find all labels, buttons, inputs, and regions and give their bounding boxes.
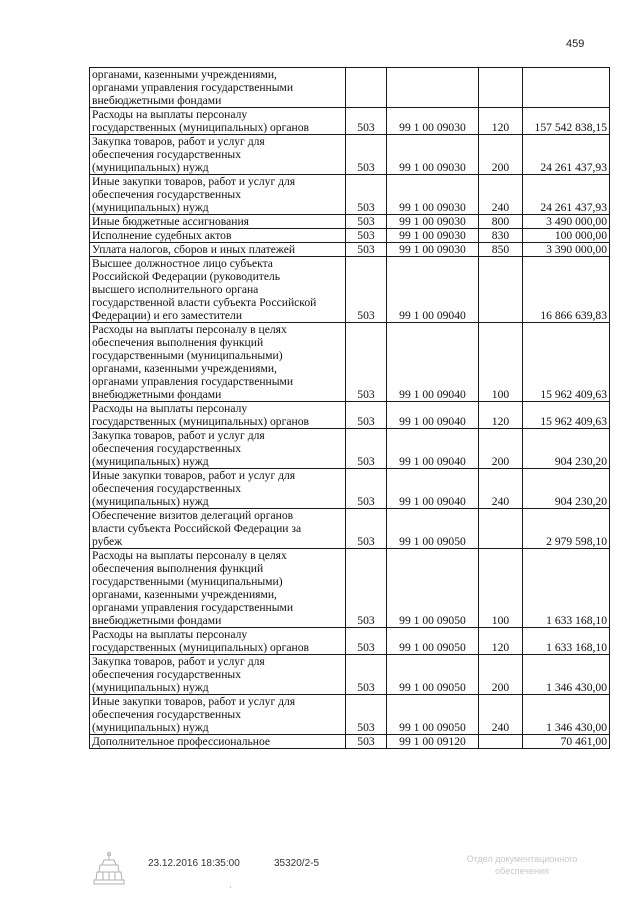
target-code-cell: 99 1 00 09030 xyxy=(387,175,479,215)
expense-name-line: Уплата налогов, сборов и иных платежей xyxy=(92,243,296,256)
amount-cell: 15 962 409,63 xyxy=(523,323,610,402)
table-row xyxy=(90,68,610,108)
table-row xyxy=(90,549,610,628)
table-row xyxy=(90,402,610,429)
section-cell xyxy=(346,68,387,108)
expense-name-cell xyxy=(90,469,346,509)
target-code-cell: 99 1 00 09050 xyxy=(387,695,479,735)
expense-name-line: Иные закупки товаров, работ и услуг для xyxy=(92,469,296,482)
expense-name-line: Исполнение судебных актов xyxy=(92,229,232,242)
table-row xyxy=(90,429,610,469)
target-code-cell: 99 1 00 09030 xyxy=(387,243,479,257)
expense-type-cell: 100 xyxy=(479,549,523,628)
expense-name-cell xyxy=(90,402,346,429)
target-code-cell: 99 1 00 09040 xyxy=(387,323,479,402)
table-row xyxy=(90,469,610,509)
target-code-cell: 99 1 00 09030 xyxy=(387,215,479,229)
table-row xyxy=(90,695,610,735)
section-cell: 503 xyxy=(346,108,387,135)
expense-name-line: государственных (муниципальных) органов xyxy=(92,415,309,428)
expense-name-cell xyxy=(90,68,346,108)
target-code-cell: 99 1 00 09030 xyxy=(387,108,479,135)
expense-name-cell xyxy=(90,323,346,402)
section-cell: 503 xyxy=(346,735,387,749)
expense-name-line: Закупка товаров, работ и услуг для xyxy=(92,655,265,668)
target-code-cell: 99 1 00 09120 xyxy=(387,735,479,749)
expense-name-line: обеспечения государственных xyxy=(92,482,242,495)
target-code-cell: 99 1 00 09040 xyxy=(387,469,479,509)
expense-name-line: (муниципальных) нужд xyxy=(92,495,209,508)
section-cell: 503 xyxy=(346,695,387,735)
expense-name-line: обеспечения государственных xyxy=(92,442,242,455)
expense-name-line: государственными (муниципальными) xyxy=(92,349,283,362)
expense-name-cell xyxy=(90,135,346,175)
amount-cell: 24 261 437,93 xyxy=(523,175,610,215)
target-code-cell: 99 1 00 09050 xyxy=(387,549,479,628)
expense-name-cell xyxy=(90,108,346,135)
amount-cell: 3 390 000,00 xyxy=(523,243,610,257)
expense-name-cell xyxy=(90,655,346,695)
expense-type-cell xyxy=(479,509,523,549)
expense-name-line: Расходы на выплаты персоналу xyxy=(92,402,248,415)
expense-name-line: обеспечения государственных xyxy=(92,188,242,201)
section-cell: 503 xyxy=(346,628,387,655)
expense-name-line: внебюджетными фондами xyxy=(92,614,222,627)
expense-name-line: органами, казенными учреждениями, xyxy=(92,588,277,601)
expense-name-line: рубеж xyxy=(92,535,123,548)
amount-cell: 1 633 168,10 xyxy=(523,549,610,628)
table-row xyxy=(90,215,610,229)
expense-name-line: обеспечения государственных xyxy=(92,148,242,161)
expense-type-cell: 200 xyxy=(479,655,523,695)
section-cell: 503 xyxy=(346,402,387,429)
expense-name-line: высшего исполнительного органа xyxy=(92,283,259,296)
scan-mark: · xyxy=(229,883,232,892)
section-cell: 503 xyxy=(346,655,387,695)
table-row xyxy=(90,243,610,257)
expense-name-line: Дополнительное профессиональное xyxy=(92,735,271,748)
amount-cell: 157 542 838,15 xyxy=(523,108,610,135)
amount-cell: 15 962 409,63 xyxy=(523,402,610,429)
expense-name-line: Иные закупки товаров, работ и услуг для xyxy=(92,175,296,188)
expense-name-line: органами управления государственными xyxy=(92,601,294,614)
expense-name-cell xyxy=(90,628,346,655)
expense-name-cell xyxy=(90,243,346,257)
target-code-cell: 99 1 00 09050 xyxy=(387,628,479,655)
expense-name-line: (муниципальных) нужд xyxy=(92,455,209,468)
target-code-cell xyxy=(387,68,479,108)
expense-name-cell xyxy=(90,429,346,469)
footer-document-number: 35320/2-5 xyxy=(274,858,320,869)
table-row xyxy=(90,175,610,215)
expense-name-line: Расходы на выплаты персоналу в целях xyxy=(92,549,287,562)
expense-name-line: (муниципальных) нужд xyxy=(92,681,209,694)
table-row xyxy=(90,108,610,135)
expense-name-cell xyxy=(90,509,346,549)
expense-type-cell: 240 xyxy=(479,175,523,215)
expense-name-line: Обеспечение визитов делегаций органов xyxy=(92,509,294,522)
expense-name-line: государственной власти субъекта Российской xyxy=(92,296,317,309)
section-cell: 503 xyxy=(346,175,387,215)
amount-cell xyxy=(523,68,610,108)
section-cell: 503 xyxy=(346,469,387,509)
amount-cell: 904 230,20 xyxy=(523,429,610,469)
watermark xyxy=(447,853,597,877)
expense-name-line: государственных (муниципальных) органов xyxy=(92,641,309,654)
expense-name-cell xyxy=(90,695,346,735)
target-code-cell: 99 1 00 09030 xyxy=(387,135,479,175)
expense-type-cell: 100 xyxy=(479,323,523,402)
page-number: 459 xyxy=(566,38,585,50)
expense-name-cell xyxy=(90,257,346,323)
expense-type-cell: 200 xyxy=(479,135,523,175)
expense-name-line: Федерации) и его заместители xyxy=(92,309,243,322)
table-row xyxy=(90,323,610,402)
section-cell: 503 xyxy=(346,509,387,549)
expense-name-line: обеспечения выполнения функций xyxy=(92,562,264,575)
expense-name-line: обеспечения государственных xyxy=(92,668,242,681)
expense-name-line: органами управления государственными xyxy=(92,375,294,388)
table-row xyxy=(90,509,610,549)
expense-name-line: Закупка товаров, работ и услуг для xyxy=(92,135,265,148)
table-row xyxy=(90,229,610,243)
expense-name-line: Высшее должностное лицо субъекта xyxy=(92,257,273,270)
target-code-cell: 99 1 00 09040 xyxy=(387,402,479,429)
expense-name-line: органами, казенными учреждениями, xyxy=(92,362,277,375)
footer-date: 23.12.2016 18:35:00 xyxy=(148,858,240,869)
target-code-cell: 99 1 00 09040 xyxy=(387,429,479,469)
amount-cell: 1 633 168,10 xyxy=(523,628,610,655)
amount-cell: 16 866 639,83 xyxy=(523,257,610,323)
expense-name-line: внебюджетными фондами xyxy=(92,94,222,107)
expense-type-cell: 120 xyxy=(479,108,523,135)
target-code-cell: 99 1 00 09030 xyxy=(387,229,479,243)
section-cell: 503 xyxy=(346,243,387,257)
expense-name-line: органами, казенными учреждениями, xyxy=(92,68,277,81)
expense-type-cell xyxy=(479,257,523,323)
expense-name-line: органами управления государственными xyxy=(92,81,294,94)
amount-cell: 1 346 430,00 xyxy=(523,655,610,695)
section-cell: 503 xyxy=(346,549,387,628)
amount-cell: 100 000,00 xyxy=(523,229,610,243)
watermark-line: обеспечения xyxy=(495,866,549,876)
expense-name-line: Иные бюджетные ассигнования xyxy=(92,215,249,228)
expense-type-cell: 850 xyxy=(479,243,523,257)
amount-cell: 70 461,00 xyxy=(523,735,610,749)
table-row xyxy=(90,628,610,655)
expense-type-cell: 120 xyxy=(479,402,523,429)
expense-type-cell: 200 xyxy=(479,429,523,469)
target-code-cell: 99 1 00 09050 xyxy=(387,509,479,549)
expense-name-line: Расходы на выплаты персоналу в целях xyxy=(92,323,287,336)
expense-name-line: государственными (муниципальными) xyxy=(92,575,283,588)
expense-name-line: (муниципальных) нужд xyxy=(92,201,209,214)
expense-type-cell xyxy=(479,68,523,108)
expense-name-line: власти субъекта Российской Федерации за xyxy=(92,522,302,535)
expense-type-cell: 800 xyxy=(479,215,523,229)
expense-name-line: (муниципальных) нужд xyxy=(92,721,209,734)
expense-type-cell: 830 xyxy=(479,229,523,243)
crest-icon xyxy=(92,851,126,887)
expense-name-line: Закупка товаров, работ и услуг для xyxy=(92,429,265,442)
section-cell: 503 xyxy=(346,257,387,323)
expense-name-cell xyxy=(90,229,346,243)
table-row xyxy=(90,257,610,323)
amount-cell: 1 346 430,00 xyxy=(523,695,610,735)
expense-name-cell xyxy=(90,175,346,215)
section-cell: 503 xyxy=(346,429,387,469)
expense-name-line: Расходы на выплаты персоналу xyxy=(92,108,248,121)
expense-name-line: Расходы на выплаты персоналу xyxy=(92,628,248,641)
expense-name-cell xyxy=(90,549,346,628)
budget-table-body xyxy=(90,68,610,749)
expense-name-line: обеспечения выполнения функций xyxy=(92,336,264,349)
amount-cell: 904 230,20 xyxy=(523,469,610,509)
table-row xyxy=(90,735,610,749)
expense-type-cell xyxy=(479,735,523,749)
table-row xyxy=(90,135,610,175)
expense-name-line: Российской Федерации (руководитель xyxy=(92,270,281,283)
section-cell: 503 xyxy=(346,229,387,243)
section-cell: 503 xyxy=(346,323,387,402)
table-row xyxy=(90,655,610,695)
expense-name-line: обеспечения государственных xyxy=(92,708,242,721)
expense-type-cell: 240 xyxy=(479,469,523,509)
budget-table xyxy=(89,67,610,749)
expense-name-line: (муниципальных) нужд xyxy=(92,161,209,174)
target-code-cell: 99 1 00 09040 xyxy=(387,257,479,323)
expense-type-cell: 240 xyxy=(479,695,523,735)
amount-cell: 3 490 000,00 xyxy=(523,215,610,229)
target-code-cell: 99 1 00 09050 xyxy=(387,655,479,695)
expense-name-line: государственных (муниципальных) органов xyxy=(92,121,309,134)
expense-name-cell xyxy=(90,735,346,749)
amount-cell: 2 979 598,10 xyxy=(523,509,610,549)
expense-name-cell xyxy=(90,215,346,229)
section-cell: 503 xyxy=(346,135,387,175)
expense-name-line: внебюджетными фондами xyxy=(92,388,222,401)
section-cell: 503 xyxy=(346,215,387,229)
expense-name-line: Иные закупки товаров, работ и услуг для xyxy=(92,695,296,708)
expense-type-cell: 120 xyxy=(479,628,523,655)
watermark-line: Отдел документационного xyxy=(466,854,578,864)
amount-cell: 24 261 437,93 xyxy=(523,135,610,175)
